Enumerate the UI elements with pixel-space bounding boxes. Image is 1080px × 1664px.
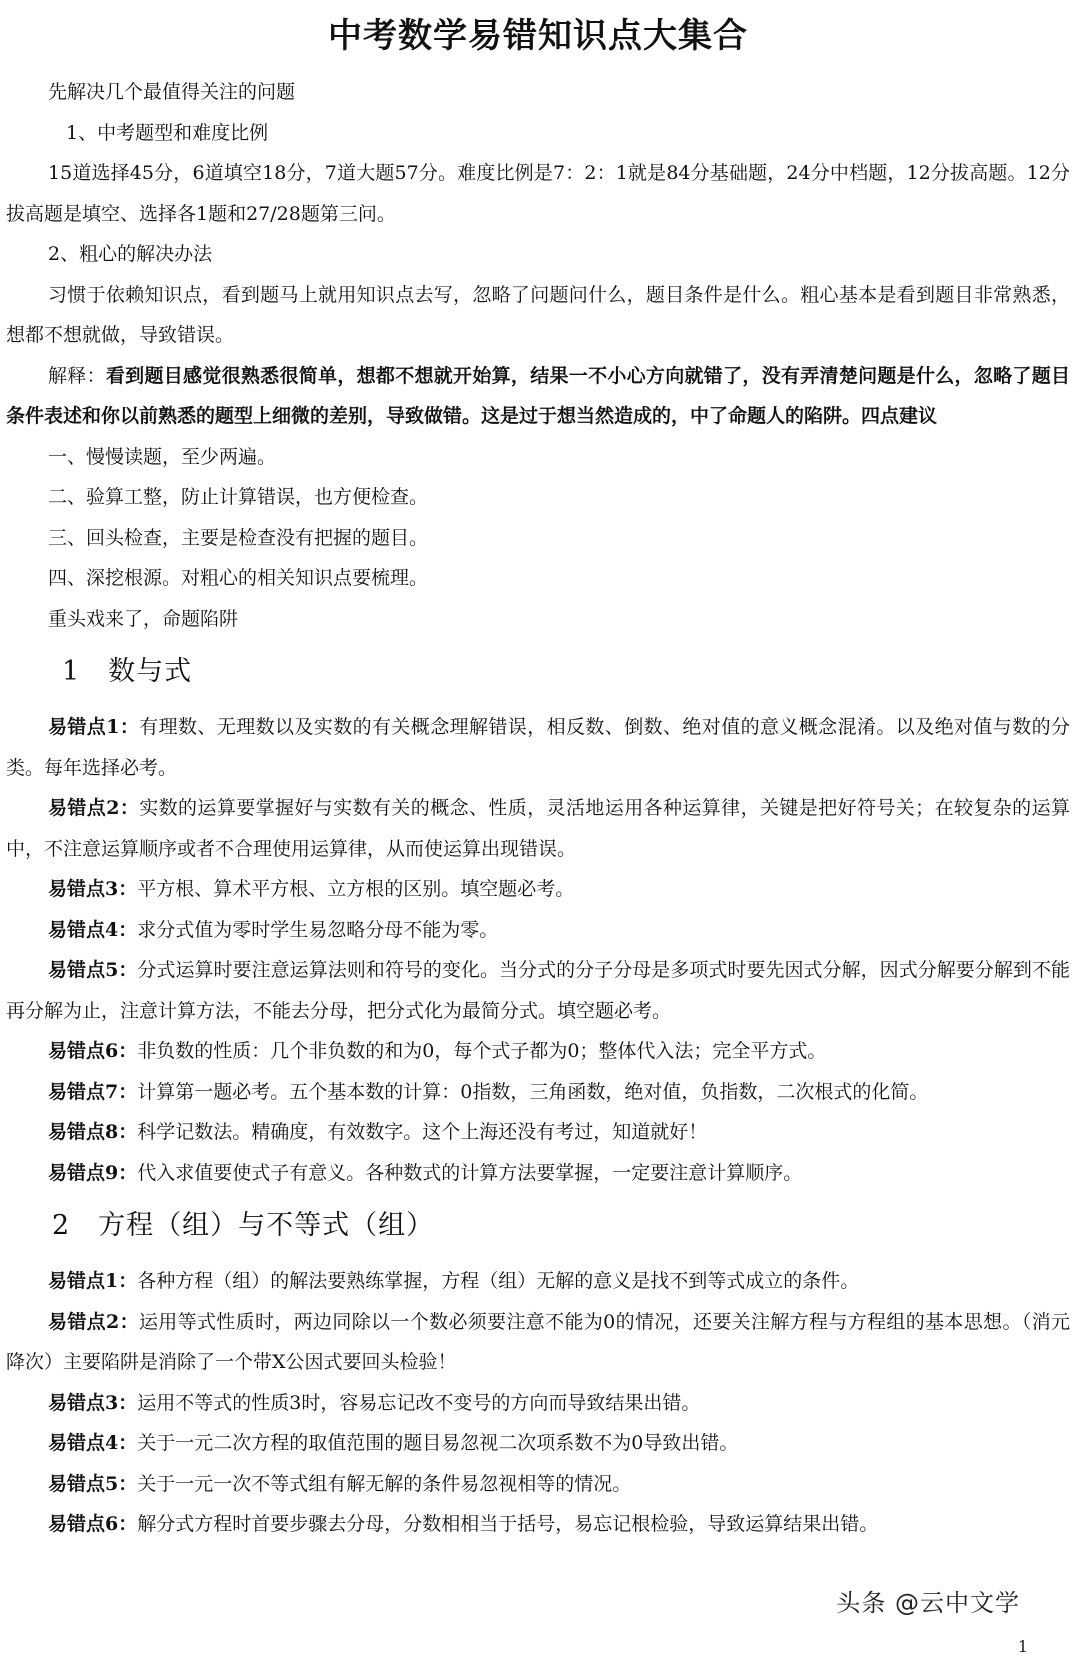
- watermark: 头条 @云中文学: [836, 1589, 1020, 1617]
- item-label: 易错点3：: [48, 1391, 138, 1414]
- item-text: 代入求值要使式子有意义。各种数式的计算方法要掌握，一定要注意计算顺序。: [137, 1161, 803, 1184]
- page-number: 1: [1017, 1637, 1028, 1656]
- section-1-item-1: [6, 707, 1070, 788]
- lead-text: 重头戏来了，命题陷阱: [48, 607, 239, 630]
- item-label: 易错点7：: [48, 1080, 138, 1103]
- suggestion-1: 一、慢慢读题，至少两遍。: [48, 445, 277, 468]
- section-2-item-4: [6, 1423, 1070, 1464]
- section-heading-numbers: 1 数与式: [62, 656, 193, 687]
- item-label: 易错点6：: [48, 1040, 138, 1062]
- question-1-text: 15道选择45分，6道填空18分，7道大题57分。难度比例是7：2：1就是84分基础题，24分中档题，12分拔高题。12分拔高题是填空、选择各1题和27/28题第三问。: [6, 162, 1070, 225]
- section-2-item-1: [6, 1261, 1070, 1302]
- item-label: 易错点5：: [48, 959, 138, 981]
- item-text: 解分式方程时首要步骤去分母，分数相相当于括号，易忘记根检验，导致运算结果出错。: [137, 1513, 879, 1535]
- item-text: 计算第一题必考。五个基本数的计算：0指数，三角函数，绝对值，负指数，二次根式的化简。: [137, 1080, 929, 1103]
- suggestion-4: 四、深挖根源。对粗心的相关知识点要梳理。: [48, 567, 429, 589]
- item-label: 易错点5：: [48, 1472, 138, 1495]
- section-1-item-3: [6, 869, 1070, 910]
- item-label: 易错点4：: [48, 918, 138, 941]
- question-2-text: 习惯于依赖知识点，看到题马上就用知识点去写，忽略了问题问什么，题目条件是什么。粗心基本是看到题目非常熟悉，想都不想就做，导致错误。: [6, 283, 1070, 346]
- item-text: 科学记数法。精确度，有效数字。这个上海还没有考过，知道就好！: [137, 1121, 708, 1143]
- explanation-text: 看到题目感觉很熟悉很简单，想都不想就开始算，结果一不小心方向就错了，没有弄清楚问题是什么，忽略了题目条件表述和你以前熟悉的题型上细微的差别，导致做错。这是过于想当然造成的，中了命题人的陷阱。四点建议: [6, 364, 1070, 427]
- item-text: 非负数的性质：几个非负数的和为0，每个式子都为0；整体代入法；完全平方式。: [137, 1040, 827, 1062]
- item-text: 关于一元二次方程的取值范围的题目易忽视二次项系数不为0导致出错。: [137, 1432, 739, 1454]
- document-title: 中考数学易错知识点大集合: [328, 16, 748, 56]
- item-text: 求分式值为零时学生易忽略分母不能为零。: [137, 918, 499, 941]
- item-label: 易错点3：: [48, 878, 138, 900]
- question-1-heading: 1、中考题型和难度比例: [66, 121, 269, 144]
- question-2-heading: 2、粗心的解决办法: [48, 243, 213, 265]
- item-text: 实数的运算要掌握好与实数有关的概念、性质，灵活地运用各种运算律，关键是把好符号关；在较复杂的运算中，不注意运算顺序或者不合理使用运算律，从而使运算出现错误。: [6, 797, 1070, 860]
- item-text: 各种方程（组）的解法要熟练掌握，方程（组）无解的意义是找不到等式成立的条件。: [137, 1270, 860, 1292]
- section-2-item-6: [6, 1504, 1070, 1545]
- item-label: 易错点9：: [48, 1161, 138, 1184]
- section-1-item-9: [6, 1153, 1070, 1194]
- section-2-item-5: [6, 1464, 1070, 1505]
- document-page: [6, 10, 1070, 1545]
- item-text: 有理数、无理数以及实数的有关概念理解错误，相反数、倒数、绝对值的意义概念混淆。以及绝对值与数的分类。每年选择必考。: [6, 716, 1070, 779]
- item-label: 易错点4：: [48, 1432, 138, 1454]
- item-text: 运用不等式的性质3时，容易忘记改不变号的方向而导致结果出错。: [137, 1391, 701, 1414]
- section-2-item-3: [6, 1383, 1070, 1424]
- item-label: 易错点2：: [48, 797, 140, 819]
- item-text: 平方根、算术平方根、立方根的区别。填空题必考。: [137, 878, 575, 900]
- suggestion-3: 三、回头检查，主要是检查没有把握的题目。: [48, 526, 429, 549]
- suggestion-2: 二、验算工整，防止计算错误，也方便检查。: [48, 486, 429, 508]
- item-label: 易错点1：: [48, 716, 140, 738]
- section-heading-equations: 2 方程（组）与不等式（组）: [52, 1210, 435, 1241]
- item-text: 关于一元一次不等式组有解无解的条件易忽视相等的情况。: [137, 1472, 632, 1495]
- section-1-item-6: [6, 1031, 1070, 1072]
- section-2-item-2: [6, 1302, 1070, 1383]
- item-label: 易错点2：: [48, 1310, 139, 1333]
- item-label: 易错点6：: [48, 1513, 138, 1535]
- explanation-paragraph: [6, 356, 1070, 437]
- item-text: 运用等式性质时，两边同除以一个数必须要注意不能为0的情况，还要关注解方程与方程组的基本思想。（消元降次）主要陷阱是消除了一个带X公因式要回头检验！: [6, 1310, 1070, 1373]
- item-label: 易错点8：: [48, 1121, 138, 1143]
- section-1-item-2: [6, 788, 1070, 869]
- item-text: 分式运算时要注意运算法则和符号的变化。当分式的分子分母是多项式时要先因式分解，因式分解要分解到不能再分解为止，注意计算方法，不能去分母，把分式化为最简分式。填空题必考。: [6, 959, 1070, 1022]
- section-1-item-7: [6, 1072, 1070, 1113]
- section-1-item-4: [6, 910, 1070, 951]
- explanation-label: 解释：: [48, 364, 106, 387]
- item-label: 易错点1：: [48, 1270, 138, 1292]
- section-1-item-5: [6, 950, 1070, 1031]
- section-1-item-8: [6, 1112, 1070, 1153]
- intro-text: 先解决几个最值得关注的问题: [48, 81, 296, 103]
